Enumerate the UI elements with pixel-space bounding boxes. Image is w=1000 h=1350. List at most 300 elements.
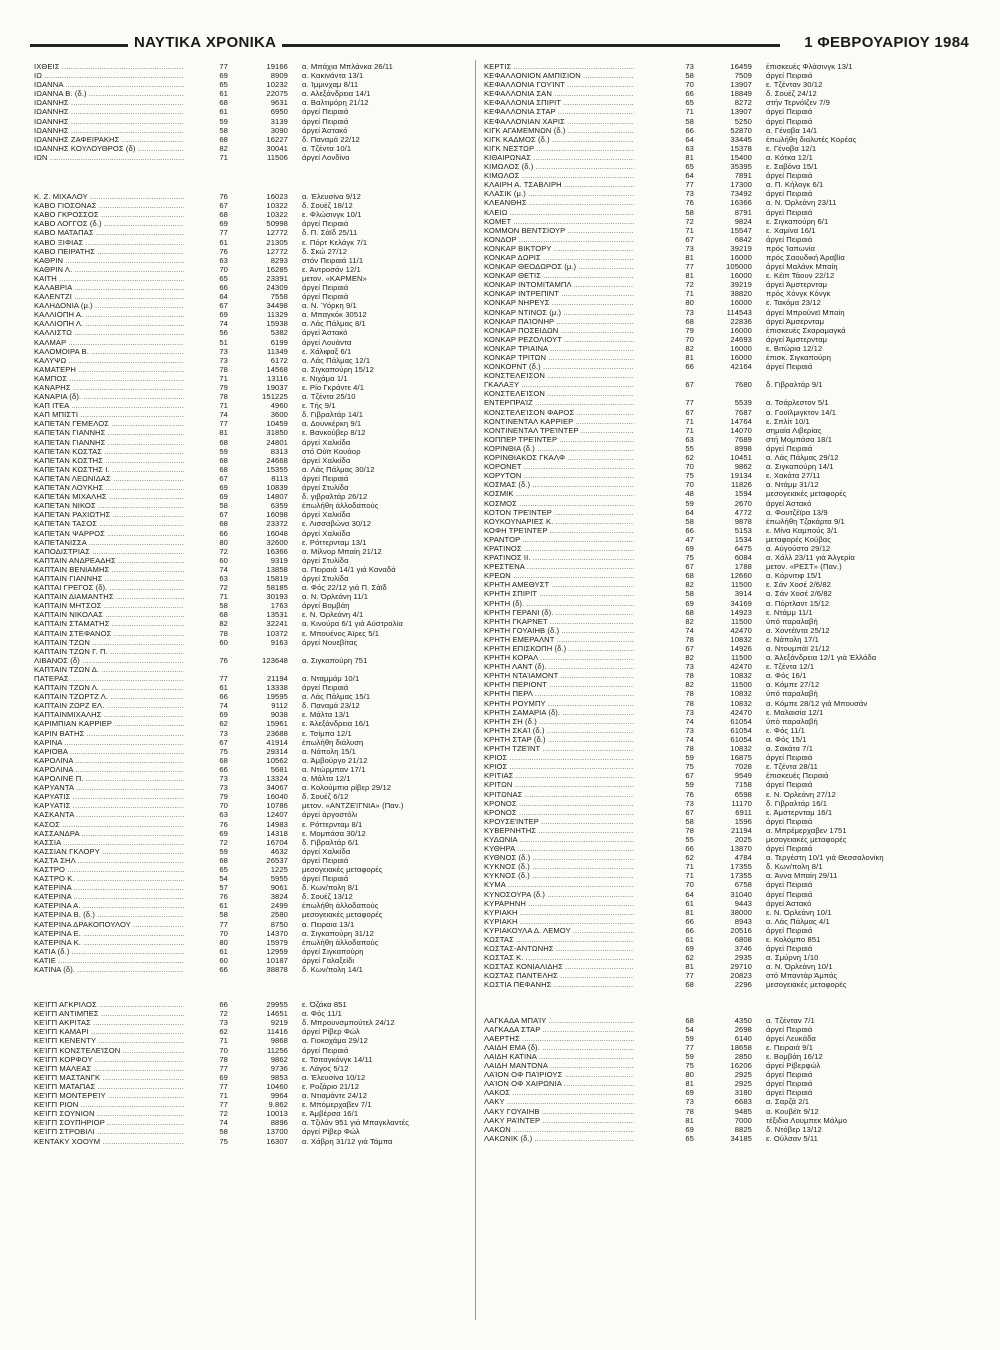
ship-status: α. Φός 22/12 γιά Π. Σάϊδ: [302, 583, 387, 593]
ship-status: ε. Ρίο Γκράντε 4/1: [302, 383, 365, 392]
ship-name: ΚΡΙΤΩΝ .....: [484, 780, 634, 789]
build-year: 69: [685, 1124, 694, 1134]
ship-status: ύπό παραλαβή: [766, 689, 818, 699]
ship-entry: [484, 790, 954, 799]
ship-name: ΚΕΊΓΠ ΜΑΛΕΑΣ .....: [34, 1064, 184, 1073]
ship-entry: [34, 883, 466, 892]
ship-entry: [34, 483, 466, 492]
tonnage: 2850: [734, 1051, 752, 1061]
ship-status: ε. Πειραιά 9/1: [766, 1042, 814, 1052]
tonnage: 2925: [734, 1079, 752, 1089]
build-year: 60: [219, 637, 228, 647]
ship-entry: [34, 135, 466, 144]
ship-status: άργεί Γαλαξείδι: [302, 955, 355, 965]
ship-name: ΚΑΣΤΡΟ Κ. .....: [34, 874, 184, 883]
tonnage: 24801: [266, 437, 288, 447]
build-year: 77: [685, 398, 694, 408]
ship-name: ΚΑΡΟΛΙΝΑ .....: [34, 765, 184, 774]
tonnage: 19134: [730, 471, 752, 481]
build-year: 73: [685, 707, 694, 717]
ship-status: α. Χάβρη 31/12 γιά Τάμπα: [302, 1136, 393, 1146]
ship-name: ΚΡΗΤΗ ΓΚΑΡΝΕΤ .....: [484, 617, 634, 626]
ship-name: ΚΑΠΕΤΑΝ ΚΩΣΤΑΣ .....: [34, 447, 184, 456]
build-year: 67: [219, 201, 228, 211]
ship-entry: [484, 89, 954, 98]
ship-status: άργεί Λευκάδα: [766, 1033, 816, 1043]
build-year: 66: [685, 125, 694, 135]
ship-entry: [484, 580, 954, 589]
build-year: 70: [219, 1045, 228, 1055]
ship-status: πρός Χόνγκ Κόνγκ: [766, 289, 831, 299]
ship-status: μετον. «ΡΕΣΤ» (Παν.): [766, 562, 842, 572]
ship-status: στή Μομπάσα 18/1: [766, 434, 833, 444]
ship-name: ΚΑΤΕΡΙΝΑ .....: [34, 892, 184, 901]
build-year: 75: [219, 746, 228, 756]
ship-entry: [484, 1016, 954, 1025]
build-year: 69: [685, 944, 694, 954]
tonnage: 42164: [730, 362, 752, 372]
ship-status: α. Φουτζέϊρα 13/9: [766, 507, 828, 517]
tonnage: 4772: [734, 507, 752, 517]
ship-entry: [484, 244, 954, 253]
tonnage: 38000: [730, 907, 752, 917]
ship-entry: [34, 428, 466, 437]
ship-entry: [484, 680, 954, 689]
ship-entry: [484, 289, 954, 298]
ship-entry: [34, 98, 466, 107]
ship-status: δ. Σκώ 27/12: [302, 246, 348, 256]
build-year: 77: [219, 1063, 228, 1073]
build-year: 59: [685, 780, 694, 790]
ship-entry: [34, 829, 466, 838]
ship-entry: [34, 938, 466, 947]
ship-name: ΛΑΊΟΝ ΟΦ ΠΑΊΡΙΟΥΣ .....: [484, 1070, 634, 1079]
ship-entry: [34, 1027, 466, 1036]
ship-name: ΛΑΓΚΑΔΑ ΣΤΑΡ .....: [484, 1025, 634, 1034]
tonnage: 10322: [266, 210, 288, 220]
build-year: 76: [219, 192, 228, 202]
build-year: 73: [685, 662, 694, 672]
ship-status: άργεί Πειραιά: [766, 880, 813, 890]
build-year: 67: [219, 301, 228, 311]
tonnage: 9319: [270, 555, 288, 565]
ship-status: άργεί Πειραιά: [302, 107, 349, 117]
build-year: 81: [685, 1079, 694, 1089]
ship-name: ΚΟΝΤΙΝΕΝΤΑΛ ΤΡΕΊΝΤΕΡ .....: [484, 426, 634, 435]
ship-name: ΚΡΑΝΤΟΡ .....: [484, 535, 634, 544]
tonnage: 26537: [266, 855, 288, 865]
tonnage: 7028: [734, 762, 752, 772]
ship-entry: [34, 629, 466, 638]
ship-name: ΚΛΕΙΩ .....: [484, 208, 634, 217]
ship-name: ΚΑΤΕΡΙΝΑ ΔΡΑΚΟΠΟΥΛΟΥ .....: [34, 920, 184, 929]
build-year: 72: [219, 837, 228, 847]
build-year: 79: [219, 792, 228, 802]
ship-status: ύπό παραλαβή: [766, 716, 818, 726]
tonnage: 151225: [262, 392, 288, 402]
ship-status: άργεί άργοστόλι: [302, 810, 358, 820]
tonnage: 9868: [270, 1036, 288, 1046]
ship-entry: [34, 719, 466, 728]
tonnage: 8272: [734, 98, 752, 108]
ship-status: [302, 665, 466, 674]
ship-name: ΚΥΘΗΡΑ .....: [484, 844, 634, 853]
tonnage: 14370: [266, 928, 288, 938]
ship-name: ΚΟΝΚΑΡ ΙΝΤΡΕΠΙΝΤ .....: [484, 289, 634, 298]
tonnage: 5382: [270, 328, 288, 338]
ship-status: ε. Τζέντα 28/11: [766, 762, 818, 772]
ship-status: α. Έλευσίνα 10/12: [302, 1072, 366, 1082]
ship-status: α. Φός 16/1: [766, 671, 807, 681]
build-year: 70: [685, 80, 694, 90]
ship-name: ΚΟΝΚΑΡ ΡΕΖΟΛΙΟΥΤ .....: [484, 335, 634, 344]
build-year: 67: [685, 234, 694, 244]
ship-status: άργεί Πειραιά: [302, 874, 349, 884]
ship-name: ΚΡΗΤΗ ΝΤΑΊΑΜΟΝΤ .....: [484, 671, 634, 680]
build-year: 82: [685, 653, 694, 663]
ship-status: ε. Τζένταν 30/12: [766, 80, 823, 90]
ship-name: ΚΑΠ ΜΠΙΣΤΙ .....: [34, 410, 184, 419]
ship-entry: [484, 326, 954, 335]
ship-status: α. Τζένταν 7/1: [766, 1015, 815, 1025]
build-year: 80: [685, 298, 694, 308]
ship-name: ΚΑΤΙΑ (δ.) .....: [34, 947, 184, 956]
build-year: 77: [219, 1081, 228, 1091]
ship-entry: [484, 644, 954, 653]
tonnage: 11500: [730, 616, 752, 626]
ship-entry: [484, 871, 954, 880]
ship-entry: [34, 920, 466, 929]
ship-name: ΚΙΜΩΛΟΣ .....: [484, 171, 634, 180]
tonnage: 15961: [266, 719, 288, 729]
ship-name: ΛΑΙΔΗ ΕΜΑ (δ). .....: [484, 1043, 634, 1052]
tonnage: 14764: [730, 416, 752, 426]
ship-status: άργεί Πειραιά: [766, 844, 813, 854]
ship-name: ΙΩΑΝΝΗΣ .....: [34, 126, 184, 135]
ship-status: [766, 389, 954, 398]
ship-status: έπωλήθη διάλυση: [302, 737, 364, 747]
tonnage: 17300: [730, 180, 752, 190]
tonnage: 1763: [270, 601, 288, 611]
build-year: 71: [219, 152, 228, 162]
tonnage: 9061: [270, 883, 288, 893]
ship-name: ΚΟΡΙΝΘΙΑ (δ.) .....: [484, 444, 634, 453]
tonnage: 15979: [266, 937, 288, 947]
tonnage: 3600: [270, 410, 288, 420]
ship-name: ΚΡΗΤΗ ΡΟΥΜΠΥ .....: [484, 699, 634, 708]
ship-entry: [484, 1034, 954, 1043]
ship-status: άργεί Άστακό: [766, 898, 812, 908]
ship-status: α. Ν. Ύόρκη 9/1: [302, 301, 357, 311]
ship-status: α. Πειραια 13/1: [302, 919, 355, 929]
ship-status: α. Σιγκαπούρη 14/1: [766, 462, 834, 472]
ship-name: ΚΑΒΟ ΛΟΓΓΟΣ (δ.) .....: [34, 219, 184, 228]
tonnage: 9862: [734, 462, 752, 472]
ship-entry: [484, 1052, 954, 1061]
ship-entry: [484, 435, 954, 444]
ship-name: ΚΑΤΕΡΙΝΑ .....: [34, 883, 184, 892]
ship-name: ΚΥΡΑΡΗΝΗ .....: [484, 899, 634, 908]
ship-status: α. Χάλλ 23/11 γιά Άλγερία: [766, 553, 855, 563]
ship-name: ΚΟΝΣΤΕΛΕΊΣΟΝ .....: [484, 371, 634, 380]
build-year: 73: [685, 1097, 694, 1107]
ship-name: ΚΡΕΩΝ .....: [484, 571, 634, 580]
ship-entry: [34, 838, 466, 847]
ship-status: α. Λάς Πάλμας 4/1: [766, 916, 830, 926]
tonnage: 7000: [734, 1115, 752, 1125]
ship-entry: [34, 647, 466, 656]
ship-name: ΚΡΑΤΙΝΟΣ .....: [484, 544, 634, 553]
tonnage: 6950: [270, 107, 288, 117]
tonnage: 16459: [730, 62, 752, 71]
ship-entry: [34, 774, 466, 783]
ship-entry: [34, 107, 466, 116]
tonnage: 39219: [730, 280, 752, 290]
ship-entry: [34, 474, 466, 483]
ship-name: ΚΟΝΚΑΡ ΝΗΡΕΥΣ .....: [484, 298, 634, 307]
ship-name: ΚΟΝΚΑΡ ΙΝΤΟΜΙΤΑΜΠΛ .....: [484, 280, 634, 289]
ship-name: ΚΑΤΙΕ .....: [34, 956, 184, 965]
ship-name: ΚΥΡΙΑΚΗ .....: [484, 908, 634, 917]
ship-status: ε. Άμστερνταμ 16/1: [766, 807, 833, 817]
ship-status: άργεί Άστακό: [302, 328, 348, 338]
ship-name: ΚΑΠΤΑΙΝ ΤΖΩΝ Δ. .....: [34, 665, 184, 674]
build-year: 82: [219, 619, 228, 629]
tonnage: 9853: [270, 1072, 288, 1082]
build-year: 70: [685, 334, 694, 344]
ship-entry: [34, 729, 466, 738]
ship-entry: [34, 929, 466, 938]
ship-status: ε. Ν. Όρλεάνη 4/1: [302, 610, 364, 620]
ship-entry: [34, 674, 466, 683]
ship-status: ε. Τζέντα 12/1: [766, 662, 815, 672]
tonnage: 13116: [266, 373, 288, 383]
tonnage: 52870: [730, 125, 752, 135]
ship-status: ε. Άλεξάνδρεια 16/1: [302, 719, 370, 729]
ship-entry: [484, 744, 954, 753]
ship-status: στό Ούϊτ Κουάορ: [302, 446, 361, 456]
tonnage: 8750: [270, 919, 288, 929]
ship-entry: [484, 599, 954, 608]
tonnage: 10832: [730, 698, 752, 708]
tonnage: 5539: [734, 398, 752, 408]
build-year: 65: [219, 80, 228, 90]
ship-entry: [34, 910, 466, 919]
ship-entry: [34, 238, 466, 247]
tonnage: 123648: [262, 655, 288, 665]
build-year: 77: [219, 228, 228, 238]
header-rule-left: [30, 44, 130, 47]
ship-name: ΚΑΛΑΒΡΙΑ .....: [34, 283, 184, 292]
ship-name: ΚΑΠΕΤΑΝ ΡΑΧΙΩΤΗΣ .....: [34, 510, 184, 519]
ship-entry: [484, 426, 954, 435]
ship-entry: [34, 656, 466, 665]
ship-name: ΚΑΡΙΜΠΙΑΝ ΚΑΡΡΙΕΡ .....: [34, 719, 184, 728]
build-year: 71: [685, 862, 694, 872]
ship-status: ε. Ν. Όρλεάνη 10/1: [766, 907, 832, 917]
ship-status: δ. Παναμά 23/12: [302, 701, 360, 711]
ship-status: άργεί Πειραιά: [302, 219, 349, 229]
tonnage: 9549: [734, 771, 752, 781]
build-year: 58: [219, 910, 228, 920]
build-year: 82: [685, 616, 694, 626]
ship-entry: [484, 962, 954, 971]
ship-status: α. Π. Κήλογκ 6/1: [766, 180, 824, 190]
tonnage: 19595: [266, 692, 288, 702]
ship-status: α. Κινούρα 6/1 γιά Αύστραλία: [302, 619, 403, 629]
ship-status: άργεί Άμστερνταμ: [766, 334, 828, 344]
ship-entry: [484, 689, 954, 698]
tonnage: 9736: [270, 1063, 288, 1073]
ship-entry: [34, 665, 466, 674]
ship-entry: [34, 228, 466, 237]
issue-date: 1 ΦΕΒΡΟΥΑΡΙΟΥ 1984: [798, 34, 975, 51]
ship-status: ε. Βιτώρια 12/12: [766, 343, 823, 353]
ship-name: ΚΕΊΓΠ ΜΟΝΤΕΡΕΊΥ .....: [34, 1091, 184, 1100]
build-year: 69: [219, 310, 228, 320]
ship-entry: [34, 956, 466, 965]
build-year: 72: [685, 216, 694, 226]
build-year: 59: [219, 116, 228, 126]
ship-name: ΛΑΚΩΝΙΚ (δ.) .....: [484, 1134, 634, 1143]
ship-name: ΚΑΠΤΑΙΝ ΤΖΩΝ Γ. Π. .....: [34, 647, 184, 656]
ship-name: ΚΟΝΣΤΕΛΕΊΣΟΝ ΦΑΡΟΣ .....: [484, 408, 634, 417]
ship-name: ΚΑΛΛΙΟΠΗ Α. .....: [34, 310, 184, 319]
build-year: 70: [219, 801, 228, 811]
ship-status: α. Βαλτιμόρη 21/12: [302, 98, 369, 108]
ship-entry: [484, 398, 954, 407]
tonnage: 16704: [266, 837, 288, 847]
ship-status: α. Άμβούργο 21/12: [302, 755, 368, 765]
ship-status: α. Έλευσίνα 9/12: [302, 192, 361, 202]
build-year: 69: [219, 710, 228, 720]
tonnage: 16000: [730, 271, 752, 281]
ship-status: άργεί Χαλκίδα: [302, 528, 351, 538]
ship-entry: [484, 317, 954, 326]
tonnage: 14983: [266, 819, 288, 829]
build-year: 75: [685, 1061, 694, 1071]
ship-status: δ. Σουέζ 13/12: [302, 892, 353, 902]
build-year: 74: [219, 410, 228, 420]
ship-entry: [34, 756, 466, 765]
tonnage: 10832: [730, 671, 752, 681]
tonnage: 21194: [730, 825, 752, 835]
build-year: 59: [685, 1033, 694, 1043]
ship-entry: [34, 347, 466, 356]
ship-entry: [484, 62, 954, 71]
ship-status: στήν Τερνόϊζεν 7/9: [766, 98, 830, 108]
ship-status: ε. Ν. Όρλεάνη 27/12: [766, 789, 836, 799]
ship-entry: [484, 808, 954, 817]
ship-status: δ. Σουέζ 18/12: [302, 201, 353, 211]
tonnage: 15938: [266, 319, 288, 329]
ship-name: ΛΑΚΩΝ .....: [484, 1125, 634, 1134]
build-year: 58: [219, 601, 228, 611]
ship-name: ΚΑΤΙΝΑ (δ). .....: [34, 965, 184, 974]
ship-status: δ. Κων/πολη 14/1: [302, 965, 363, 974]
ship-entry: [484, 198, 954, 207]
build-year: 69: [219, 492, 228, 502]
build-year: 68: [685, 980, 694, 990]
ship-entry: [484, 499, 954, 508]
ship-status: ε. Τσιταγκόνγκ 14/11: [302, 1054, 373, 1064]
build-year: 68: [219, 610, 228, 620]
ship-entry: [34, 292, 466, 301]
ship-status: άργεί Λονδίνο: [302, 152, 350, 162]
ship-name: ΚΕΦΑΛΛΟΝΙΑ ΣΤΑΡ .....: [484, 107, 634, 116]
ship-status: α. Σμύρνη 1/10: [766, 953, 819, 963]
ship-entry: [34, 710, 466, 719]
tonnage: 29710: [730, 962, 752, 972]
build-year: 67: [219, 737, 228, 747]
ship-entry: [484, 1116, 954, 1125]
ship-status: άργεί Πειραιά: [302, 116, 349, 126]
build-year: 67: [685, 644, 694, 653]
build-year: 62: [219, 719, 228, 729]
tonnage: 24309: [266, 282, 288, 292]
ship-entry: [484, 508, 954, 517]
build-year: 63: [685, 143, 694, 153]
build-year: 71: [219, 373, 228, 383]
tonnage: 7687: [734, 407, 752, 417]
ship-entry: [484, 917, 954, 926]
ship-name: ΚΡΙΤΩΝΑΣ .....: [484, 790, 634, 799]
ship-name: ΕΝΤΕΡΠΡΑΊΖ .....: [484, 398, 634, 407]
build-year: 62: [219, 1027, 228, 1037]
build-year: 66: [219, 282, 228, 292]
ship-entry: [484, 98, 954, 107]
tonnage: 10562: [266, 755, 288, 765]
ship-status: α. Ντουμπάϊ 21/12: [766, 644, 830, 653]
build-year: 81: [685, 252, 694, 262]
tonnage: 15378: [730, 143, 752, 153]
build-year: 79: [219, 383, 228, 392]
ship-name: ΚΡΕΣΤΕΝΑ .....: [484, 562, 634, 571]
ship-name: ΚΟΝΚΑΡ ΤΡΙΤΩΝ .....: [484, 353, 634, 362]
ship-status: ε. Μπόμερχαβεν 7/1: [302, 1100, 372, 1110]
ship-status: άργεί Πειραιά: [766, 1088, 813, 1098]
tonnage: 7158: [734, 780, 752, 790]
ship-status: μεταφορές Κούβας: [766, 534, 832, 544]
ship-name: ΚΕΊΓΠ ΚΟΝΣΤΕΛΕΊΣΟΝ .....: [34, 1046, 184, 1055]
ship-status: α. Δουνκέρκη 9/1: [302, 419, 362, 429]
ship-status: ε. Ρόττερνταμ 13/1: [302, 537, 367, 547]
tonnage: 9163: [270, 637, 288, 647]
tonnage: [694, 371, 752, 380]
tonnage: 29955: [266, 1000, 288, 1010]
ship-entry: [484, 535, 954, 544]
tonnage: 10459: [266, 419, 288, 429]
ship-name: ΚΑΠΤΑΙΝ ΖΩΡΖ ΕΛ. .....: [34, 701, 184, 710]
ship-name: ΚΡΗΤΗ ΛΑΝΤ (δ). .....: [484, 662, 634, 671]
tonnage: 14923: [730, 607, 752, 617]
ship-name: ΚΕΡΤΙΣ .....: [484, 62, 634, 71]
tonnage: 3824: [270, 892, 288, 902]
ship-status: έπωλήθη άλλοδαπούς: [302, 501, 379, 511]
tonnage: 31040: [730, 889, 752, 899]
ship-status: άργεί Πειραιά: [302, 282, 349, 292]
tonnage: 2580: [270, 910, 288, 920]
ship-status: α. Ν. Όρλεάνη 23/11: [766, 198, 837, 208]
tonnage: 19166: [266, 62, 288, 71]
build-year: 66: [219, 764, 228, 774]
ship-name: ΚΟΦΗ ΤΡΕΊΝΤΕΡ .....: [484, 526, 634, 535]
ship-entry: [34, 1073, 466, 1082]
ship-name: ΚΑΤΕΡΙΝΑ Β. (δ.) .....: [34, 910, 184, 919]
ship-status: ε. Λάγος 5/12: [302, 1063, 349, 1073]
ship-status: ε. Ροζάριο 21/12: [302, 1081, 360, 1091]
tonnage: 31850: [266, 428, 288, 438]
